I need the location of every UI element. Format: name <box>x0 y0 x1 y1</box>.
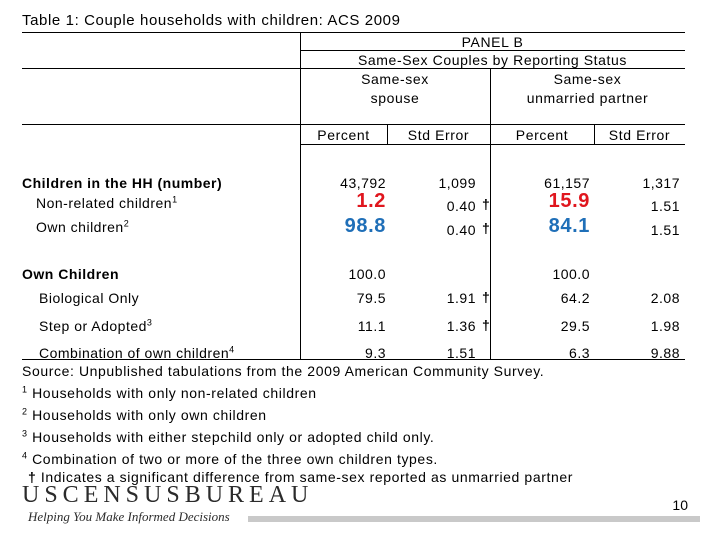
panel-label: PANEL B <box>461 34 524 50</box>
logo-tagline: Helping You Make Informed Decisions <box>28 509 230 524</box>
cell-percent-highlight: 84.1 <box>548 215 590 237</box>
column-header: Std Error <box>608 127 671 143</box>
cell-stderr: 1,099 <box>438 175 476 191</box>
significance-dagger: † <box>482 196 491 212</box>
significance-dagger: † <box>482 220 491 236</box>
significance-dagger: † <box>482 289 491 305</box>
cell-percent: 64.2 <box>560 290 590 306</box>
table-title: Table 1: Couple households with children: ACS 2009 <box>22 12 401 29</box>
cell-percent-highlight: 98.8 <box>344 215 386 237</box>
cell-stderr: 9.88 <box>650 345 680 361</box>
significance-dagger: † <box>482 317 491 333</box>
column-header-rule <box>300 144 685 145</box>
footnote-1: $^1$ Households with only non-related children <box>22 384 317 401</box>
footnote-3: $^3$ Households with either stepchild only or adopted child only. <box>22 428 435 445</box>
column-header: Std Error <box>407 127 470 143</box>
cell-percent: 9.3 <box>365 345 386 361</box>
cell-percent: 100.0 <box>348 266 386 282</box>
table-top-rule <box>22 32 685 33</box>
row-label: Children in the HH (number) <box>22 175 223 191</box>
column-header: Percent <box>317 127 370 143</box>
group-divider <box>490 68 491 359</box>
footnote-4: $^4$ Combination of two or more of the three own children types. <box>22 450 438 467</box>
dagger-note: † Indicates a significant difference from same-sex reported as unmarried partner <box>28 469 573 485</box>
row-label: Combination of own children$^4$ <box>39 344 235 361</box>
cell-stderr: 1.91 <box>446 290 476 306</box>
group-rule <box>22 124 685 125</box>
footnote-2: $^2$ Households with only own children <box>22 406 267 423</box>
group-1-line1: Same-sex <box>361 71 429 87</box>
cell-stderr: 2.08 <box>650 290 680 306</box>
row-label: Step or Adopted$^3$ <box>39 317 153 334</box>
panel-subtitle: Same-Sex Couples by Reporting Status <box>357 52 628 68</box>
cell-percent: 61,157 <box>544 175 590 191</box>
row-label: Non-related children$^1$ <box>36 194 178 211</box>
source-note: Source: Unpublished tabulations from the 2009 American Community Survey. <box>22 363 545 379</box>
footer-bar <box>248 516 700 522</box>
page-number: 10 <box>672 497 688 513</box>
cell-percent: 11.1 <box>357 318 386 334</box>
cell-stderr: 1,317 <box>642 175 680 191</box>
group-1-line2: spouse <box>370 90 420 106</box>
cell-stderr: 1.51 <box>446 345 476 361</box>
census-bureau-logo: USCENSUSBUREAU <box>22 482 314 508</box>
row-label: Own Children <box>22 266 119 282</box>
cell-percent: 43,792 <box>340 175 386 191</box>
cell-stderr: 0.40 <box>446 198 476 214</box>
cell-percent-highlight: 15.9 <box>548 190 590 212</box>
cell-percent: 29.5 <box>560 318 590 334</box>
panel-rule <box>300 50 685 51</box>
group-2-line1: Same-sex <box>553 71 622 87</box>
row-label: Own children$^2$ <box>36 218 130 235</box>
row-label: Biological Only <box>39 290 140 306</box>
cell-percent: 6.3 <box>569 345 590 361</box>
cell-stderr: 1.98 <box>650 318 680 334</box>
column-header: Percent <box>515 127 569 143</box>
cell-stderr: 1.36 <box>446 318 476 334</box>
subtitle-rule <box>22 68 685 69</box>
group-2-line2: unmarried partner <box>526 90 649 106</box>
cell-percent-highlight: 1.2 <box>356 190 386 212</box>
cell-stderr: 1.51 <box>650 198 680 214</box>
cell-percent: 100.0 <box>552 266 590 282</box>
cell-stderr: 0.40 <box>446 222 476 238</box>
cell-percent: 79.5 <box>356 290 386 306</box>
cell-stderr: 1.51 <box>650 222 680 238</box>
